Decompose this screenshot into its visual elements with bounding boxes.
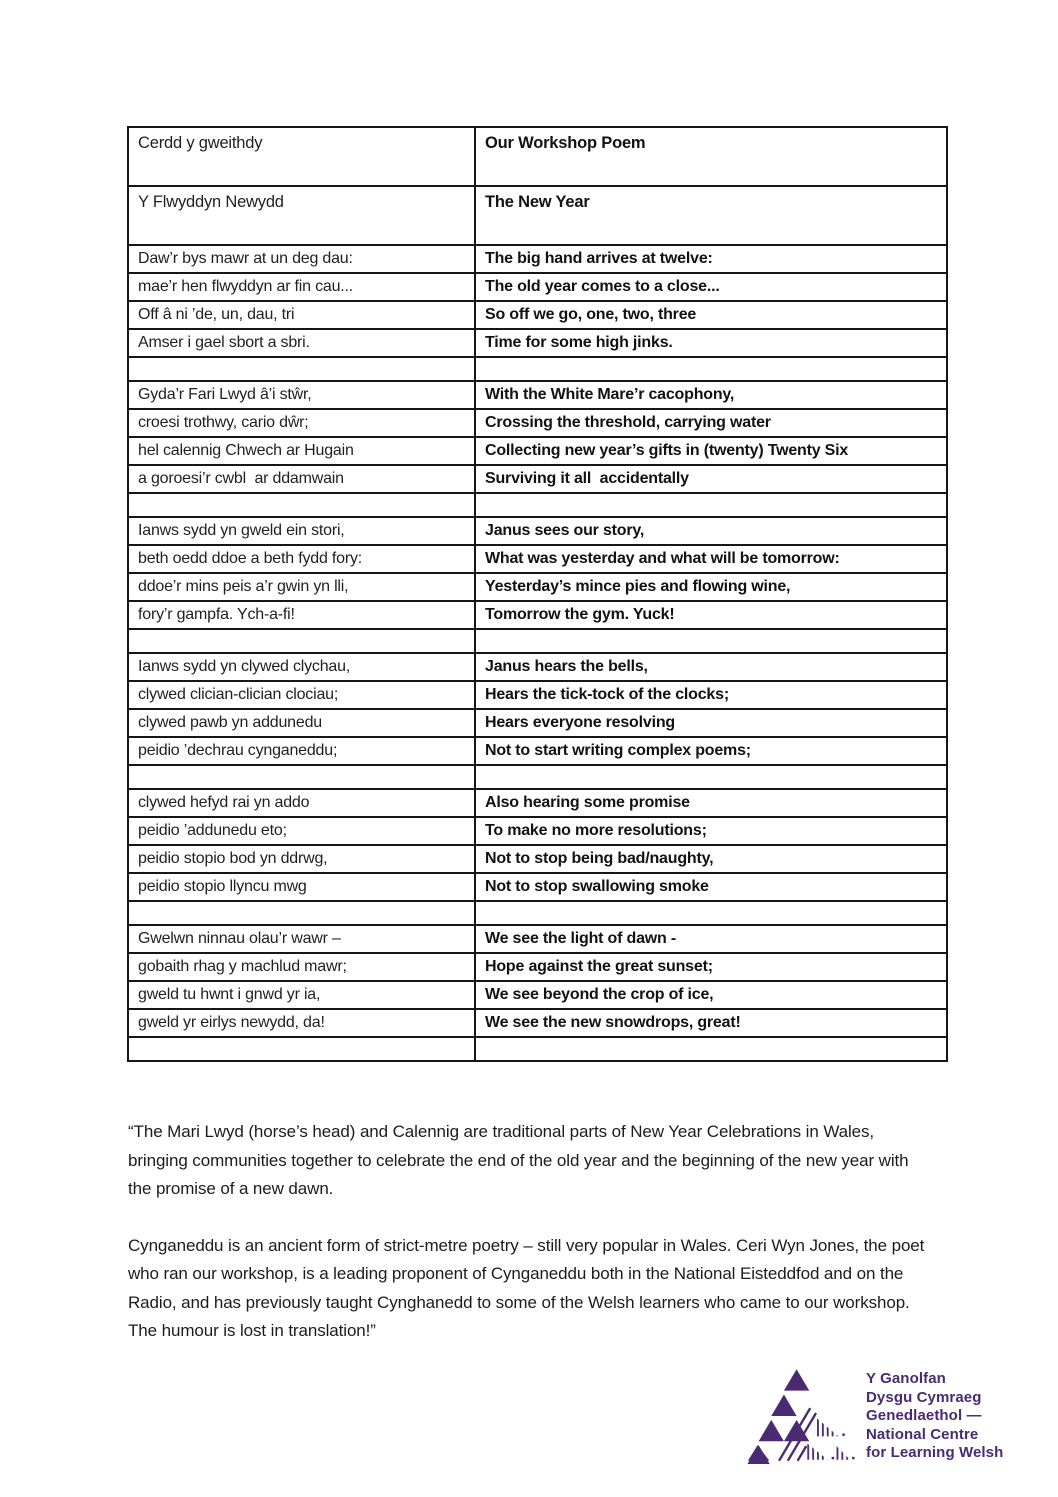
poem-table-row [128, 901, 947, 925]
poem-cell-welsh: Ianws sydd yn clywed clychau, [128, 653, 475, 681]
poem-cell-welsh [128, 1037, 475, 1061]
logo-wordmark [866, 1370, 1003, 1463]
poem-cell-english: We see the new snowdrops, great! [475, 1009, 947, 1037]
poem-cell-welsh: Off â ni ’de, un, dau, tri [128, 301, 475, 329]
logo-line-2: Dysgu Cymraeg [866, 1388, 982, 1406]
poem-table [127, 126, 948, 1062]
poem-cell-welsh: peidio stopio llyncu mwg [128, 873, 475, 901]
poem-table-row [128, 186, 947, 245]
poem-cell-english: Crossing the threshold, carrying water [475, 409, 947, 437]
poem-cell-english: The New Year [475, 186, 947, 245]
poem-table-row [128, 437, 947, 465]
poem-cell-welsh: peidio stopio bod yn ddrwg, [128, 845, 475, 873]
poem-cell-english: The big hand arrives at twelve: [475, 245, 947, 273]
poem-cell-welsh: gweld yr eirlys newydd, da! [128, 1009, 475, 1037]
poem-table-row [128, 1037, 947, 1061]
poem-cell-welsh: hel calennig Chwech ar Hugain [128, 437, 475, 465]
logo-line-3: Genedlaethol — [866, 1407, 982, 1424]
logo-line-5: for Learning Welsh [866, 1444, 1004, 1461]
poem-cell-welsh: gweld tu hwnt i gnwd yr ia, [128, 981, 475, 1009]
poem-cell-welsh: peidio ’dechrau cynganeddu; [128, 737, 475, 765]
poem-cell-english: Time for some high jinks. [475, 329, 947, 357]
poem-table-row [128, 601, 947, 629]
poem-cell-welsh [128, 901, 475, 925]
poem-cell-english: Surviving it all accidentally [475, 465, 947, 493]
poem-table-row [128, 765, 947, 789]
poem-table-row [128, 381, 947, 409]
poem-cell-english [475, 765, 947, 789]
notes-section [128, 1118, 930, 1374]
poem-cell-english [475, 629, 947, 653]
poem-table-row [128, 409, 947, 437]
poem-cell-welsh: fory’r gampfa. Ych-a-fi! [128, 601, 475, 629]
poem-table-row [128, 789, 947, 817]
poem-table-row [128, 925, 947, 953]
poem-cell-welsh: a goroesi’r cwbl ar ddamwain [128, 465, 475, 493]
poem-cell-welsh: Daw’r bys mawr at un deg dau: [128, 245, 475, 273]
poem-cell-welsh: beth oedd ddoe a beth fydd fory: [128, 545, 475, 573]
poem-cell-english: Hears everyone resolving [475, 709, 947, 737]
poem-table-row [128, 127, 947, 186]
logo-line-1: Y Ganolfan [866, 1370, 946, 1387]
poem-table-row [128, 245, 947, 273]
poem-cell-english [475, 357, 947, 381]
poem-cell-english: Collecting new year’s gifts in (twenty) Twenty Six [475, 437, 947, 465]
poem-table-row [128, 357, 947, 381]
poem-cell-welsh: mae’r hen flwyddyn ar fin cau... [128, 273, 475, 301]
poem-table-row [128, 493, 947, 517]
poem-table-row [128, 653, 947, 681]
poem-cell-english: We see the light of dawn - [475, 925, 947, 953]
poem-table-row [128, 629, 947, 653]
poem-table-row [128, 573, 947, 601]
poem-table-row [128, 517, 947, 545]
poem-table-row [128, 301, 947, 329]
poem-cell-english: Our Workshop Poem [475, 127, 947, 186]
poem-table-row [128, 953, 947, 981]
poem-cell-english: Tomorrow the gym. Yuck! [475, 601, 947, 629]
poem-cell-welsh: clywed pawb yn addunedu [128, 709, 475, 737]
poem-cell-welsh [128, 493, 475, 517]
poem-table-row [128, 465, 947, 493]
note-paragraph-mari-lwyd: “The Mari Lwyd (horse’s head) and Calennig are traditional parts of New Year Celebrations in Wales, bringing communities together to celebrate the end of the old year and the beginning of the new year with the promise of a new dawn. [128, 1122, 909, 1198]
poem-cell-welsh: Cerdd y gweithdy [128, 127, 475, 186]
poem-cell-welsh: ddoe’r mins peis a’r gwin yn lli, [128, 573, 475, 601]
poem-table-row [128, 273, 947, 301]
poem-cell-welsh [128, 765, 475, 789]
poem-cell-english: What was yesterday and what will be tomorrow: [475, 545, 947, 573]
national-centre-logo [744, 1364, 1003, 1464]
poem-cell-english: Not to stop swallowing smoke [475, 873, 947, 901]
poem-table-row [128, 737, 947, 765]
poem-cell-english: Hears the tick-tock of the clocks; [475, 681, 947, 709]
poem-cell-welsh: Y Flwyddyn Newydd [128, 186, 475, 245]
poem-cell-english: Not to start writing complex poems; [475, 737, 947, 765]
poem-cell-welsh: Gyda’r Fari Lwyd â’i stŵr, [128, 381, 475, 409]
poem-table-row [128, 709, 947, 737]
poem-table-body [128, 127, 947, 1061]
poem-cell-english [475, 493, 947, 517]
poem-cell-welsh [128, 357, 475, 381]
poem-cell-english: The old year comes to a close... [475, 273, 947, 301]
poem-cell-welsh: clywed clician-clician clociau; [128, 681, 475, 709]
poem-cell-welsh: croesi trothwy, cario dŵr; [128, 409, 475, 437]
poem-cell-welsh: Gwelwn ninnau olau’r wawr – [128, 925, 475, 953]
poem-cell-english [475, 901, 947, 925]
poem-cell-english: Janus sees our story, [475, 517, 947, 545]
poem-cell-welsh [128, 629, 475, 653]
poem-cell-english: So off we go, one, two, three [475, 301, 947, 329]
poem-table-row [128, 817, 947, 845]
poem-cell-english: With the White Mare’r cacophony, [475, 381, 947, 409]
poem-table-row [128, 681, 947, 709]
poem-table-row [128, 1009, 947, 1037]
poem-cell-english: Not to stop being bad/naughty, [475, 845, 947, 873]
note-paragraph-cynganeddu: Cynganeddu is an ancient form of strict-metre poetry – still very popular in Wales. Ceri Wyn Jones, the poet who ran our workshop, is a leading proponent of Cynganeddu both in the National Eisteddfod and on the Radio, and has previously taught Cynghanedd to some of the Welsh learners who came to our workshop. The humour is lost in translation!” [128, 1235, 925, 1340]
poem-cell-welsh: clywed hefyd rai yn addo [128, 789, 475, 817]
poem-table-row [128, 329, 947, 357]
poem-cell-english: We see beyond the crop of ice, [475, 981, 947, 1009]
logo-line-4: National Centre [866, 1425, 979, 1443]
poem-table-row [128, 981, 947, 1009]
poem-cell-english [475, 1037, 947, 1061]
triangle-logo-icon [744, 1364, 856, 1464]
poem-table-row [128, 545, 947, 573]
poem-cell-welsh: Amser i gael sbort a sbri. [128, 329, 475, 357]
poem-table-row [128, 873, 947, 901]
poem-cell-english: Yesterday’s mince pies and flowing wine, [475, 573, 947, 601]
poem-table-row [128, 845, 947, 873]
poem-cell-english: To make no more resolutions; [475, 817, 947, 845]
poem-cell-welsh: peidio ’addunedu eto; [128, 817, 475, 845]
poem-cell-english: Hope against the great sunset; [475, 953, 947, 981]
poem-cell-welsh: Ianws sydd yn gweld ein stori, [128, 517, 475, 545]
poem-cell-english: Also hearing some promise [475, 789, 947, 817]
poem-cell-welsh: gobaith rhag y machlud mawr; [128, 953, 475, 981]
poem-cell-english: Janus hears the bells, [475, 653, 947, 681]
